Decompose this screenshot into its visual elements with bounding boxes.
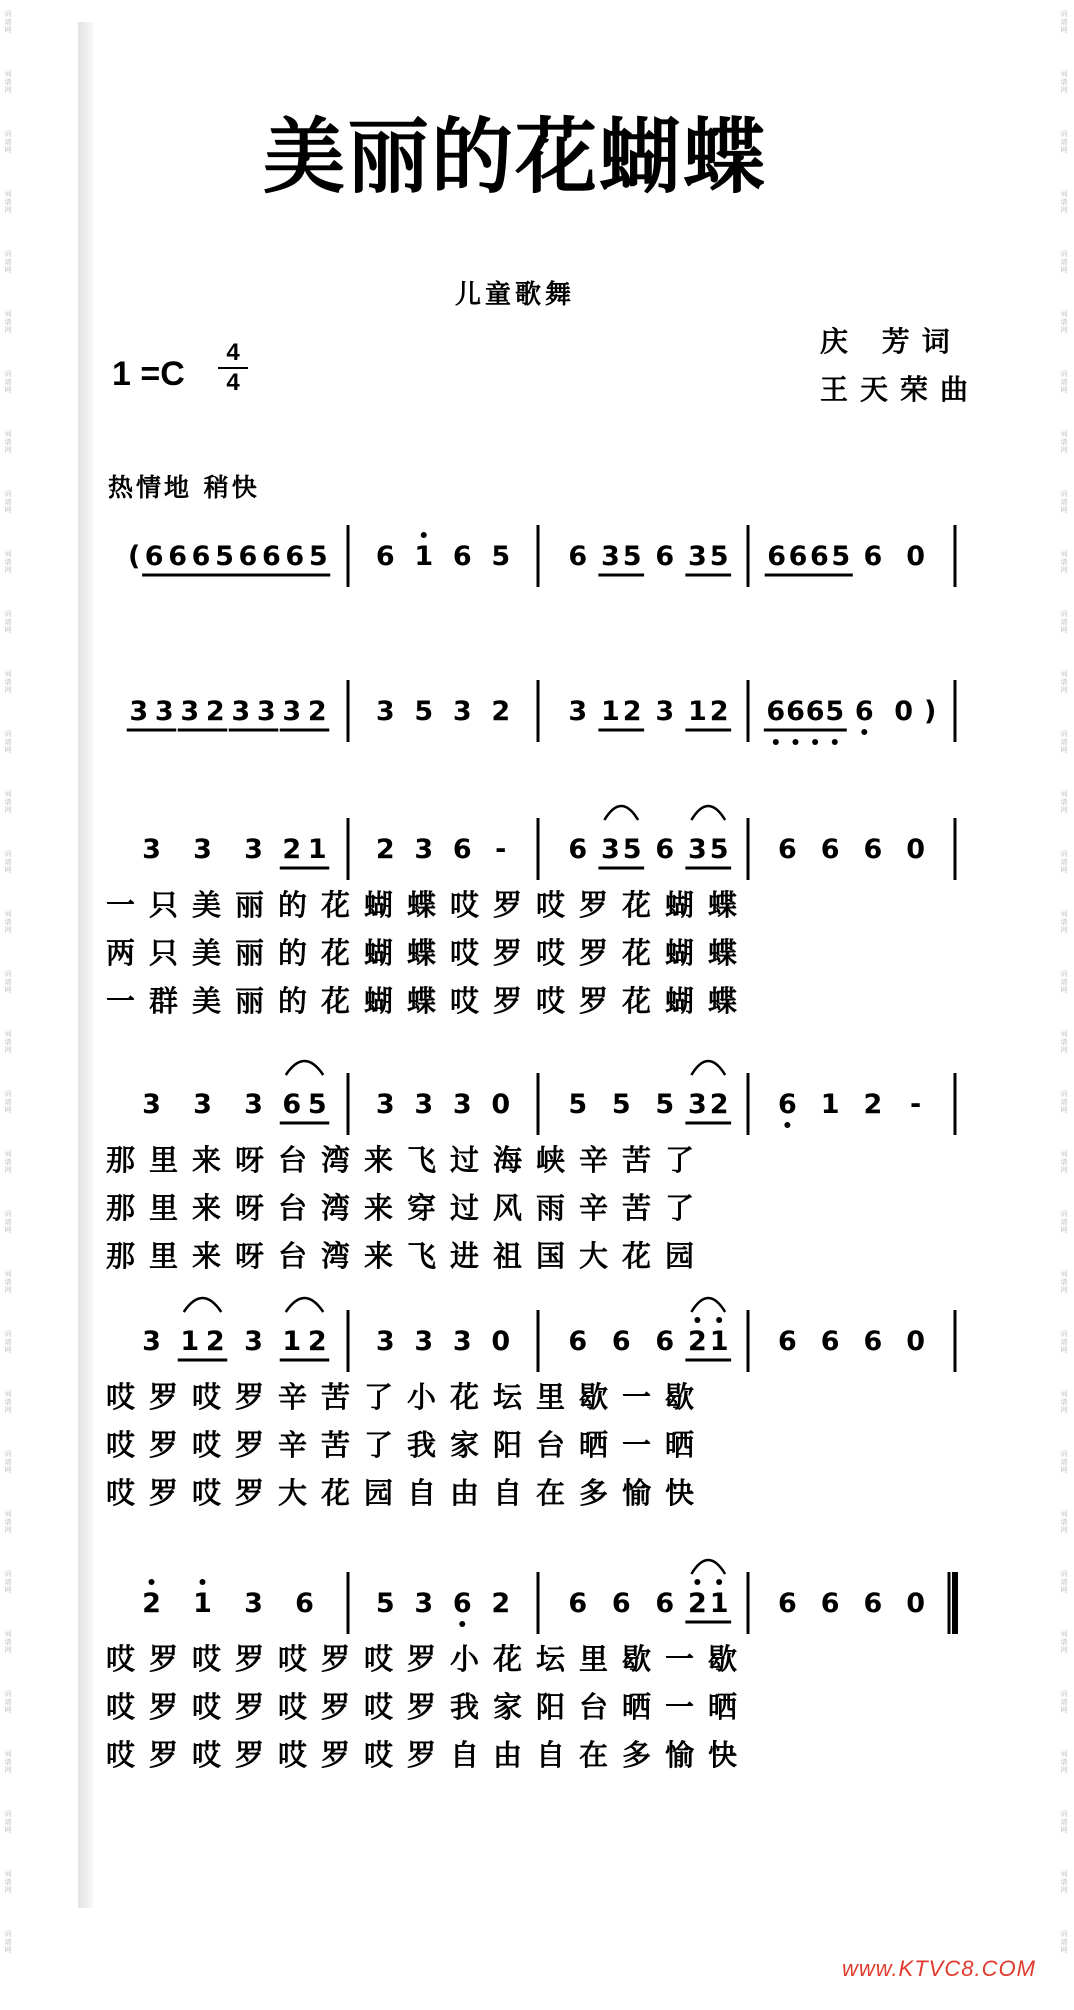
score-note: 3 <box>129 696 149 727</box>
margin-mark: 词谱网 <box>1060 370 1068 394</box>
score-note: 6 <box>144 541 164 572</box>
margin-mark: 词谱网 <box>1060 1690 1068 1714</box>
score-note: 6 <box>295 1588 314 1619</box>
score-note: 6 <box>854 696 874 727</box>
score-note: 5 <box>307 1089 327 1120</box>
time-signature-bottom: 4 <box>226 369 240 396</box>
slur-arc <box>286 1061 324 1075</box>
score-note: 5 <box>215 541 234 572</box>
site-watermark: www.KTVC8.COM <box>842 1956 1036 1981</box>
score-note: 2 <box>307 696 327 727</box>
margin-mark: 词谱网 <box>4 10 12 34</box>
score-note: 3 <box>375 1089 395 1120</box>
margin-mark: 词谱网 <box>1060 190 1068 214</box>
score-note: 3 <box>244 1326 263 1357</box>
score-note: 6 <box>452 541 472 572</box>
margin-mark: 词谱网 <box>1060 1630 1068 1654</box>
margin-mark: 词谱网 <box>1060 1450 1068 1474</box>
slur-arc <box>286 1298 324 1312</box>
score-note: 2 <box>491 696 511 727</box>
margin-mark: 词谱网 <box>4 1690 12 1714</box>
margin-mark: 词谱网 <box>1060 670 1068 694</box>
score-note: 6 <box>168 541 187 572</box>
margin-mark: 词谱网 <box>4 190 12 214</box>
score-note: ) <box>923 696 937 727</box>
score-note: 6 <box>568 834 588 865</box>
score-note: 6 <box>191 541 211 572</box>
score-note: 3 <box>414 1089 434 1120</box>
margin-mark: 词谱网 <box>4 790 12 814</box>
score-note: 6 <box>788 541 808 572</box>
margin-mark: 词谱网 <box>4 850 12 874</box>
score-note: 6 <box>777 1089 797 1120</box>
octave-dot-high <box>421 532 427 538</box>
margin-mark: 词谱网 <box>4 1750 12 1774</box>
margin-mark: 词谱网 <box>4 1810 12 1834</box>
margin-mark: 词谱网 <box>4 1270 12 1294</box>
score-note: 3 <box>154 696 174 727</box>
score-note: 3 <box>600 541 620 572</box>
margin-mark: 词谱网 <box>4 70 12 94</box>
score-note: 1 <box>193 1588 212 1619</box>
score-note: 3 <box>193 834 212 865</box>
score-note: 2 <box>709 696 729 727</box>
margin-mark: 词谱网 <box>1060 730 1068 754</box>
octave-dot-high <box>200 1579 206 1585</box>
score-note: 2 <box>687 1588 707 1619</box>
margin-mark: 词谱网 <box>1060 430 1068 454</box>
score-note: 3 <box>142 834 161 865</box>
margin-mark: 词谱网 <box>4 1510 12 1534</box>
score-note: 5 <box>831 541 851 572</box>
score-note: 6 <box>766 696 786 727</box>
slur-arc <box>604 806 638 820</box>
octave-dot-low <box>812 739 818 745</box>
score-note: 2 <box>622 696 642 727</box>
score-note: 1 <box>600 696 620 727</box>
score-note: 5 <box>491 541 511 572</box>
margin-mark: 词谱网 <box>4 1210 12 1234</box>
margin-mark: 词谱网 <box>1060 1030 1068 1054</box>
margin-mark: 词谱网 <box>4 490 12 514</box>
score-note: 6 <box>820 1588 840 1619</box>
score-note: 6 <box>655 1326 675 1357</box>
lyricist-credit: 庆 芳词 <box>820 325 962 358</box>
octave-dot-low <box>861 729 867 735</box>
margin-mark: 词谱网 <box>1060 550 1068 574</box>
score-note: 6 <box>655 834 675 865</box>
margin-mark: 词谱网 <box>1060 1810 1068 1834</box>
score-note: 6 <box>777 1326 797 1357</box>
margin-mark: 词谱网 <box>4 1330 12 1354</box>
margin-mark: 词谱网 <box>4 1630 12 1654</box>
margin-mark: 词谱网 <box>4 1090 12 1114</box>
score-note: 0 <box>491 1089 511 1120</box>
margin-mark: 词谱网 <box>1060 970 1068 994</box>
margin-mark: 词谱网 <box>1060 1870 1068 1894</box>
lyric-line-2: 两只美丽的花蝴蝶哎罗哎罗花蝴蝶 <box>106 936 752 970</box>
score-note: 2 <box>375 834 395 865</box>
score-note: 0 <box>491 1326 511 1357</box>
time-signature-top: 4 <box>226 339 240 366</box>
margin-mark: 词谱网 <box>4 1450 12 1474</box>
score-note: 6 <box>805 696 825 727</box>
lyric-line-2: 那里来呀台湾来穿过风雨辛苦了 <box>106 1191 709 1225</box>
score-note: 1 <box>709 1588 729 1619</box>
score-note: 6 <box>810 541 829 572</box>
margin-mark: 词谱网 <box>1060 70 1068 94</box>
margin-mark: 词谱网 <box>1060 490 1068 514</box>
composer-credit: 王天荣曲 <box>820 373 981 406</box>
score-note: 3 <box>452 1089 472 1120</box>
margin-mark: 词谱网 <box>1060 1270 1068 1294</box>
score-note: 5 <box>308 541 328 572</box>
margin-mark: 词谱网 <box>1060 1510 1068 1534</box>
octave-dot-high <box>694 1579 700 1585</box>
octave-dot-high <box>694 1317 700 1323</box>
song-title: 美丽的花蝴蝶 <box>262 109 767 205</box>
margin-mark: 词谱网 <box>1060 850 1068 874</box>
lyric-line-3: 那里来呀台湾来飞进祖国大花园 <box>106 1239 709 1273</box>
margin-mark: 词谱网 <box>4 130 12 154</box>
score-note: 6 <box>261 541 281 572</box>
score-note: 2 <box>687 1326 707 1357</box>
margin-mark: 词谱网 <box>1060 1090 1068 1114</box>
score-note: 3 <box>568 696 588 727</box>
margin-mark: 词谱网 <box>1060 1750 1068 1774</box>
score-note: 6 <box>568 1588 588 1619</box>
score-note: 6 <box>238 541 258 572</box>
margin-mark: 词谱网 <box>4 610 12 634</box>
slur-arc <box>691 1061 725 1075</box>
score-note: 3 <box>244 1089 263 1120</box>
margin-mark: 词谱网 <box>1060 1570 1068 1594</box>
margin-mark: 词谱网 <box>4 1030 12 1054</box>
slur-arc <box>691 1560 725 1574</box>
margin-mark: 词谱网 <box>1060 1330 1068 1354</box>
score-note: 3 <box>414 1588 434 1619</box>
margin-mark: 词谱网 <box>4 370 12 394</box>
margin-mark: 词谱网 <box>4 670 12 694</box>
margin-mark: 词谱网 <box>4 310 12 334</box>
score-note: 3 <box>375 1326 395 1357</box>
song-subtitle: 儿童歌舞 <box>454 280 575 310</box>
score-note: 5 <box>622 834 642 865</box>
score-note: 6 <box>568 1326 588 1357</box>
score-note: 1 <box>180 1326 200 1357</box>
score-note: 3 <box>244 1588 263 1619</box>
margin-mark: 词谱网 <box>4 1930 12 1954</box>
score-note: 3 <box>282 696 302 727</box>
margin-mark: 词谱网 <box>4 1870 12 1894</box>
slur-arc <box>184 1298 222 1312</box>
score-note: - <box>910 1089 922 1120</box>
score-note: 2 <box>307 1326 327 1357</box>
score-note: 3 <box>600 834 620 865</box>
score-note: 6 <box>820 834 840 865</box>
score-note: 6 <box>568 541 588 572</box>
score-note: 3 <box>180 696 200 727</box>
score-note: 6 <box>375 541 395 572</box>
score-note: 3 <box>452 696 472 727</box>
margin-mark: 词谱网 <box>1060 10 1068 34</box>
score-note: 3 <box>687 541 707 572</box>
score-note: 6 <box>655 1588 675 1619</box>
octave-dot-low <box>784 1122 790 1128</box>
score-note: 2 <box>863 1089 883 1120</box>
score-note: 0 <box>906 541 926 572</box>
score-note: 1 <box>282 1326 302 1357</box>
margin-mark: 词谱网 <box>1060 310 1068 334</box>
margin-mark: 词谱网 <box>4 970 12 994</box>
lyric-line-2: 哎罗哎罗哎罗哎罗我家阳台晒一晒 <box>106 1690 752 1724</box>
margin-mark: 词谱网 <box>1060 1390 1068 1414</box>
margin-mark: 词谱网 <box>4 1390 12 1414</box>
score-note: 6 <box>777 834 797 865</box>
score-note: 3 <box>142 1326 161 1357</box>
margin-mark: 词谱网 <box>4 910 12 934</box>
score-note: - <box>495 834 507 865</box>
octave-dot-low <box>459 1621 465 1627</box>
score-note: 6 <box>820 1326 840 1357</box>
score-note: 2 <box>205 1326 225 1357</box>
score-note: 1 <box>414 541 434 572</box>
octave-dot-low <box>773 739 779 745</box>
score-note: 0 <box>894 696 913 727</box>
lyric-line-1: 一只美丽的花蝴蝶哎罗哎罗花蝴蝶 <box>106 888 752 922</box>
margin-mark: 词谱网 <box>4 550 12 574</box>
score-note: 3 <box>414 834 434 865</box>
margin-mark: 词谱网 <box>1060 910 1068 934</box>
margin-mark: 词谱网 <box>4 1570 12 1594</box>
score-note: 5 <box>375 1588 395 1619</box>
score-note: 6 <box>863 1588 883 1619</box>
score-note: 6 <box>863 541 883 572</box>
octave-dot-low <box>832 739 838 745</box>
score-note: 3 <box>193 1089 212 1120</box>
lyric-line-1: 哎罗哎罗哎罗哎罗小花坛里歇一歇 <box>106 1642 752 1676</box>
score-note: 5 <box>655 1089 675 1120</box>
score-note: 2 <box>709 1089 729 1120</box>
score-note: 5 <box>568 1089 588 1120</box>
score-note: 1 <box>307 834 327 865</box>
key-signature: 1 =C <box>112 355 185 393</box>
tempo-marking: 热情地 稍快 <box>108 473 260 502</box>
score-note: 5 <box>414 696 434 727</box>
score-note: 6 <box>786 696 805 727</box>
score-note: 6 <box>777 1588 797 1619</box>
score-note: 3 <box>142 1089 161 1120</box>
margin-mark: 词谱网 <box>1060 790 1068 814</box>
score-note: 1 <box>709 1326 729 1357</box>
score-note: 6 <box>767 541 787 572</box>
score-note: 3 <box>687 834 707 865</box>
score-note: 1 <box>820 1089 840 1120</box>
margin-mark: 词谱网 <box>4 430 12 454</box>
margin-mark: 词谱网 <box>1060 1150 1068 1174</box>
margin-mark: 词谱网 <box>4 1150 12 1174</box>
margin-mark: 词谱网 <box>4 250 12 274</box>
score-note: 5 <box>709 834 729 865</box>
score-note: 3 <box>256 696 276 727</box>
score-note: 5 <box>611 1089 631 1120</box>
score-note: 6 <box>452 834 472 865</box>
margin-mark: 词谱网 <box>1060 1210 1068 1234</box>
score-note: 0 <box>906 1588 926 1619</box>
slur-arc <box>691 1298 725 1312</box>
lyric-line-3: 一群美丽的花蝴蝶哎罗哎罗花蝴蝶 <box>106 984 752 1018</box>
score-note: 6 <box>611 1588 631 1619</box>
score-note: 2 <box>142 1588 161 1619</box>
octave-dot-low <box>792 739 798 745</box>
score-note: 3 <box>244 834 263 865</box>
score-note: 6 <box>655 541 675 572</box>
score-note: 5 <box>825 696 845 727</box>
lyric-line-3: 哎罗哎罗大花园自由自在多愉快 <box>106 1476 709 1510</box>
score-note: 6 <box>285 541 305 572</box>
octave-dot-high <box>149 1579 155 1585</box>
score-note: 3 <box>452 1326 472 1357</box>
margin-mark: 词谱网 <box>1060 130 1068 154</box>
score-note: 5 <box>622 541 642 572</box>
lyric-line-3: 哎罗哎罗哎罗哎罗自由自在多愉快 <box>106 1738 752 1772</box>
score-note: 3 <box>655 696 675 727</box>
margin-mark: 词谱网 <box>1060 1930 1068 1954</box>
lyric-line-1: 哎罗哎罗辛苦了小花坛里歇一歇 <box>106 1380 709 1414</box>
score-note: 2 <box>205 696 225 727</box>
lyric-line-2: 哎罗哎罗辛苦了我家阳台晒一晒 <box>106 1428 709 1462</box>
score-note: 6 <box>863 1326 883 1357</box>
score-note: 6 <box>452 1588 472 1619</box>
margin-mark: 词谱网 <box>1060 610 1068 634</box>
score-note: 6 <box>863 834 883 865</box>
score-note: 3 <box>231 696 251 727</box>
score-note: ( <box>128 541 141 572</box>
octave-dot-high <box>716 1579 722 1585</box>
score-note: 5 <box>709 541 729 572</box>
octave-dot-high <box>716 1317 722 1323</box>
score-note: 2 <box>491 1588 511 1619</box>
score-note: 0 <box>906 1326 926 1357</box>
score-note: 6 <box>282 1089 302 1120</box>
score-note: 3 <box>687 1089 707 1120</box>
score-note: 3 <box>375 696 395 727</box>
slur-arc <box>691 806 725 820</box>
score-note: 2 <box>282 834 302 865</box>
score-note: 6 <box>611 1326 631 1357</box>
score-note: 3 <box>414 1326 434 1357</box>
score-note: 1 <box>687 696 707 727</box>
score-note: 0 <box>906 834 926 865</box>
margin-mark: 词谱网 <box>1060 250 1068 274</box>
margin-mark: 词谱网 <box>4 730 12 754</box>
lyric-line-1: 那里来呀台湾来飞过海峡辛苦了 <box>106 1143 709 1177</box>
